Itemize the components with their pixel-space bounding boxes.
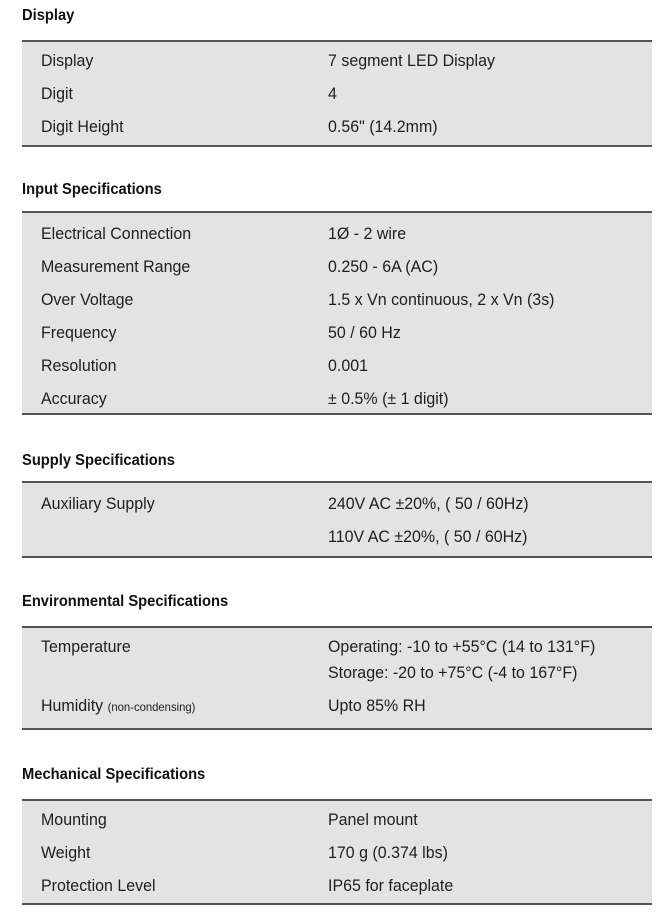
spec-value: IP65 for faceplate [328, 876, 454, 895]
spec-value: 0.56" (14.2mm) [328, 117, 438, 136]
spec-label: Weight [41, 843, 91, 862]
spec-value: 1.5 x Vn continuous, 2 x Vn (3s) [328, 290, 555, 309]
spec-value: ± 0.5% (± 1 digit) [328, 389, 449, 408]
spec-label: Over Voltage [41, 290, 134, 309]
spec-label: Accuracy [41, 389, 107, 408]
spec-label: Display [41, 51, 94, 70]
spec-label: Protection Level [41, 876, 156, 895]
humidity-label: Humidity [41, 696, 104, 715]
spec-value: 4 [328, 84, 337, 103]
mechanical-spec-table [22, 799, 652, 905]
spec-value: Upto 85% RH [328, 696, 426, 715]
spec-label: Measurement Range [41, 257, 191, 276]
supply-spec-table [22, 481, 652, 558]
spec-value: 240V AC ±20%, ( 50 / 60Hz) [328, 494, 529, 513]
spec-value: 50 / 60 Hz [328, 323, 401, 342]
spec-value: 1Ø - 2 wire [328, 224, 407, 243]
spec-value: 7 segment LED Display [328, 51, 495, 70]
spec-value: Panel mount [328, 810, 418, 829]
spec-value: 110V AC ±20%, ( 50 / 60Hz) [328, 527, 528, 546]
spec-label [41, 694, 195, 719]
spec-label: Resolution [41, 356, 117, 375]
input-spec-table [22, 211, 652, 415]
spec-value: 0.001 [328, 356, 368, 375]
environmental-section-title: Environmental Specifications [22, 593, 229, 610]
humidity-note: (non-condensing) [107, 700, 196, 714]
spec-value: 0.250 - 6A (AC) [328, 257, 439, 276]
spec-label: Digit [41, 84, 73, 103]
spec-label: Mounting [41, 810, 107, 829]
spec-label: Frequency [41, 323, 117, 342]
input-section-title: Input Specifications [22, 181, 162, 198]
mechanical-section-title: Mechanical Specifications [22, 766, 206, 783]
display-section-title: Display [22, 7, 75, 24]
supply-section-title: Supply Specifications [22, 452, 175, 469]
spec-value: Storage: -20 to +75°C (-4 to 167°F) [328, 663, 578, 682]
spec-value: 170 g (0.374 lbs) [328, 843, 448, 862]
spec-label: Auxiliary Supply [41, 494, 155, 513]
spec-value: Operating: -10 to +55°C (14 to 131°F) [328, 637, 596, 656]
display-spec-table [22, 40, 652, 147]
spec-label: Temperature [41, 637, 131, 656]
environmental-spec-table [22, 626, 652, 730]
spec-label: Electrical Connection [41, 224, 192, 243]
spec-label: Digit Height [41, 117, 124, 136]
